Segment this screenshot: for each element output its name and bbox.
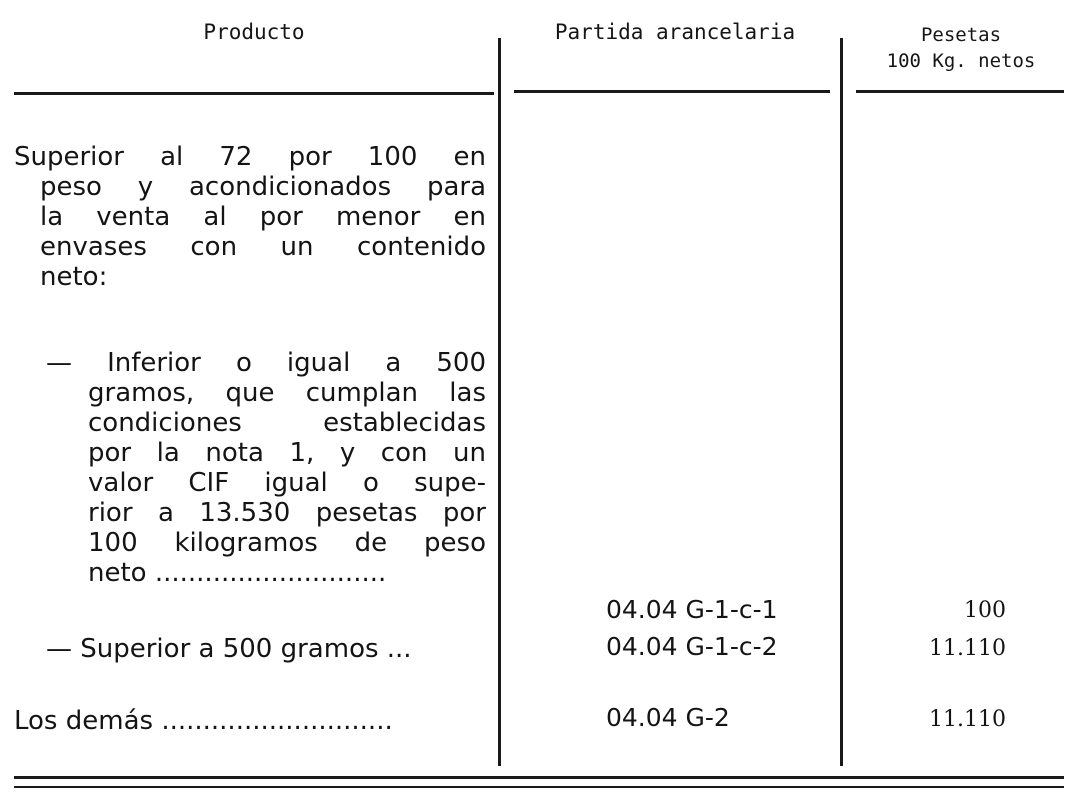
column-header-pesetas bbox=[850, 22, 1072, 74]
item-1-line: 100 kilogramos de peso bbox=[88, 528, 486, 558]
item-1-line: — Inferior o igual a 500 bbox=[46, 348, 486, 378]
item-1-paragraph bbox=[46, 348, 486, 588]
header-rule-pesetas bbox=[856, 90, 1064, 93]
column-header-pesetas-line1: Pesetas bbox=[920, 24, 1002, 46]
column-divider-right bbox=[840, 38, 843, 766]
item-1-line: por la nota 1, y con un bbox=[88, 438, 486, 468]
intro-paragraph bbox=[14, 142, 486, 292]
table-row-2-partida: 04.04 G-1-c-2 bbox=[606, 632, 778, 661]
intro-line: Superior al 72 por 100 en bbox=[14, 142, 486, 172]
item-1-line: valor CIF igual o supe- bbox=[88, 468, 486, 498]
table-row-2-producto: — Superior a 500 gramos ... bbox=[46, 634, 412, 664]
table-row-1-pesetas: 100 bbox=[964, 598, 1006, 623]
table-row-2-pesetas: 11.110 bbox=[929, 636, 1006, 661]
intro-line: neto: bbox=[40, 262, 108, 292]
bottom-rule-lower bbox=[14, 786, 1064, 788]
item-1-line: gramos, que cumplan las bbox=[88, 378, 486, 408]
intro-line: peso y acondicionados para bbox=[40, 172, 486, 202]
header-rule-producto bbox=[14, 92, 494, 95]
column-header-partida: Partida arancelaria bbox=[554, 20, 796, 44]
intro-line: envases con un contenido bbox=[40, 232, 486, 262]
intro-line: la venta al por menor en bbox=[40, 202, 486, 232]
table-row-3-partida: 04.04 G-2 bbox=[606, 703, 730, 732]
item-1-line: condiciones establecidas bbox=[88, 408, 486, 438]
header-rule-partida bbox=[514, 90, 830, 93]
table-row-3-producto: Los demás ............................ bbox=[14, 706, 393, 736]
table-row-3-pesetas: 11.110 bbox=[929, 707, 1006, 732]
table-row-1-partida: 04.04 G-1-c-1 bbox=[606, 595, 778, 624]
column-divider-left bbox=[498, 38, 501, 766]
bottom-rule-upper bbox=[14, 776, 1064, 779]
item-1-line: rior a 13.530 pesetas por bbox=[88, 498, 486, 528]
column-header-pesetas-line2: 100 Kg. netos bbox=[886, 50, 1036, 72]
column-header-producto: Producto bbox=[203, 20, 305, 44]
item-1-line: neto ............................ bbox=[88, 558, 387, 588]
